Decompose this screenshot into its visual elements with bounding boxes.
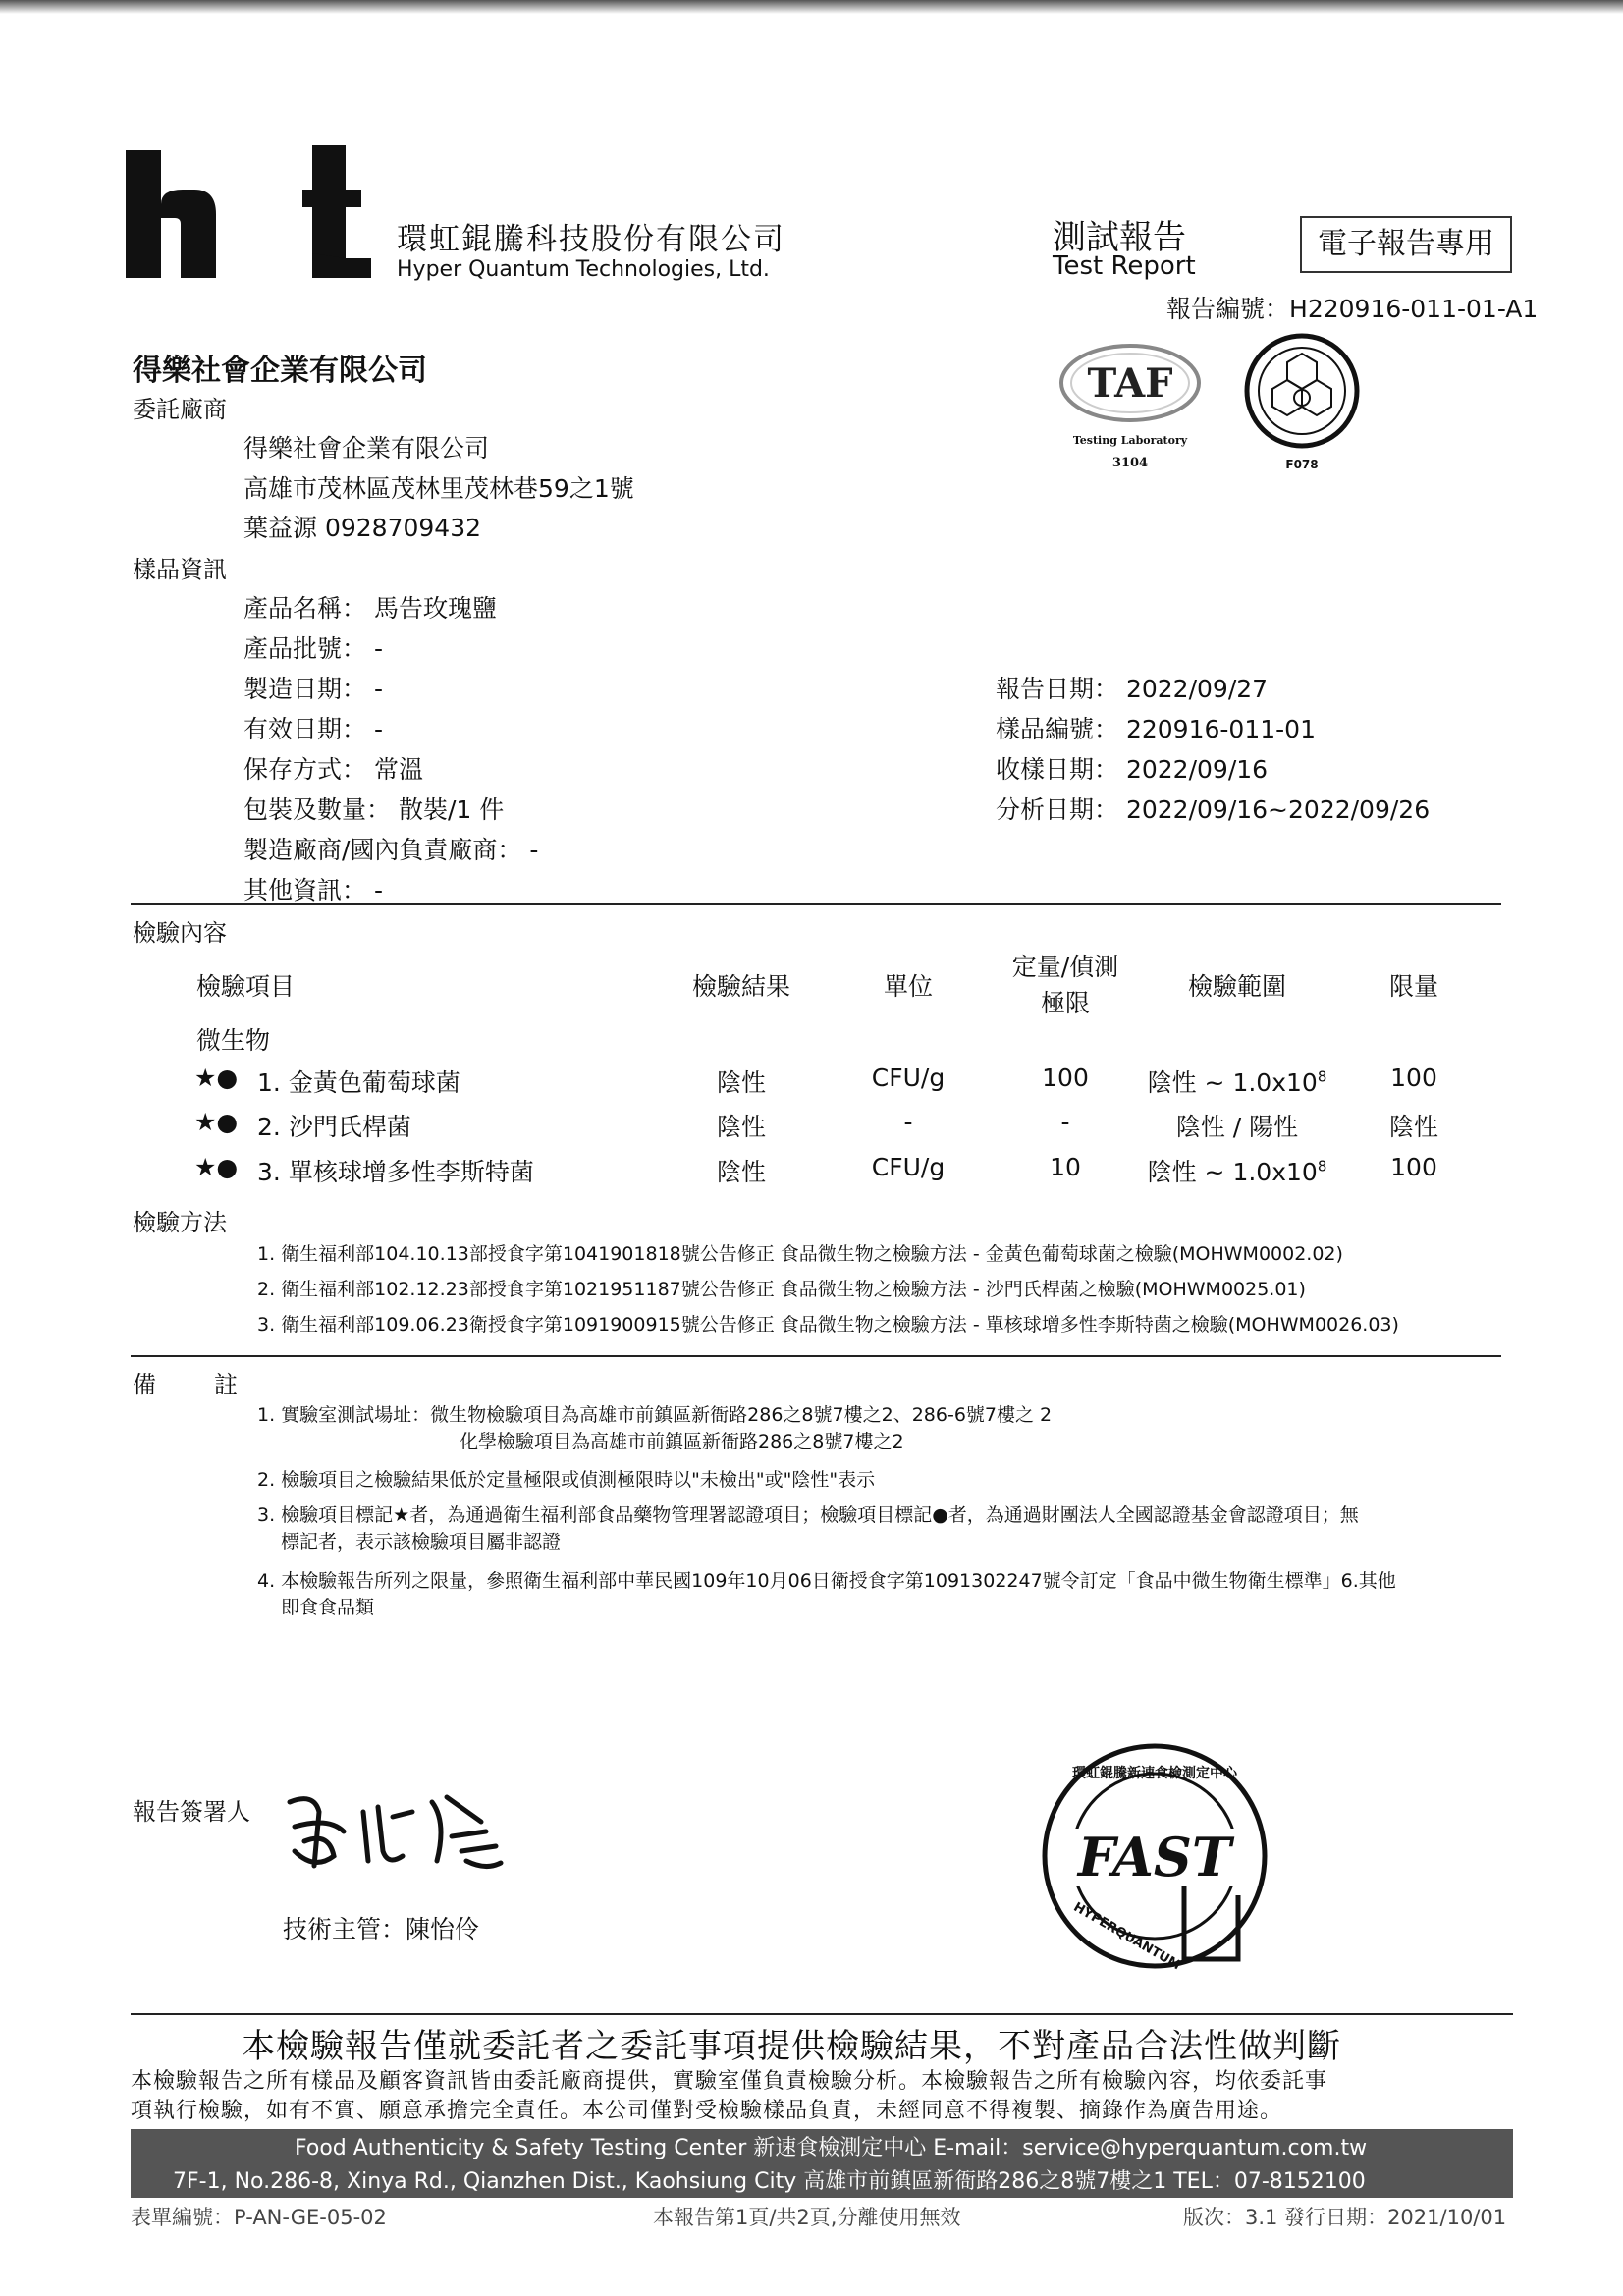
note-line: 化學檢驗項目為高雄市前鎮區新衙路286之8號7樓之2 <box>460 1431 904 1452</box>
sample-row <box>243 791 538 831</box>
test-loq: 100 <box>1042 1064 1089 1092</box>
test-range <box>1139 1153 1335 1188</box>
date-row <box>996 750 1430 791</box>
stamp-center-text: FAST <box>1077 1826 1232 1888</box>
sample-label: 保存方式： <box>243 755 367 784</box>
report-title-cn: 測試報告 <box>1053 218 1186 257</box>
fast-stamp-icon <box>1037 1738 1272 1978</box>
sample-label: 有效日期： <box>243 715 367 743</box>
technical-manager: 技術主管：陳怡伶 <box>283 1915 480 1943</box>
divider <box>131 1355 1501 1357</box>
col-header-result: 檢驗結果 <box>691 972 790 1001</box>
sample-label: 包裝及數量： <box>243 795 392 824</box>
note-line: 標記者，表示該檢驗項目屬非認證 <box>281 1531 562 1553</box>
accreditation-mark: ★● <box>194 1153 239 1181</box>
client-title: 得樂社會企業有限公司 <box>133 354 427 388</box>
col-header-loq-2: 極限 <box>1040 989 1090 1017</box>
col-header-limit: 限量 <box>1388 972 1438 1001</box>
seal-code: F078 <box>1285 458 1319 471</box>
footer-disclaimer-1: 本檢驗報告之所有樣品及顧客資訊皆由委託廠商提供，實驗室僅負責檢驗分析。本檢驗報告之所有檢驗內容，均依委託事 <box>131 2069 1328 2094</box>
footer-contact-line-2: 7F-1, No.286-8, Xinya Rd., Qianzhen Dist., Kaohsiung City 高雄市前鎮區新衙路286之8號7樓之1 TEL：07-8152100 <box>173 2169 1366 2194</box>
sample-row <box>243 831 538 871</box>
page-info: 本報告第1頁/共2頁,分離使用無效 <box>653 2206 961 2229</box>
sample-value: - <box>373 634 383 663</box>
test-unit: - <box>903 1108 913 1136</box>
date-value: 2022/09/16 <box>1125 755 1269 784</box>
col-header-loq-1: 定量/偵測 <box>1011 953 1119 981</box>
date-row <box>996 791 1430 831</box>
signatory-label: 報告簽署人 <box>133 1798 250 1826</box>
sample-row <box>243 629 538 670</box>
col-header-range: 檢驗範圍 <box>1187 972 1286 1001</box>
test-item <box>257 1108 411 1143</box>
report-no-label: 報告編號： <box>1166 295 1290 323</box>
sample-value: - <box>373 876 383 904</box>
stamp-ring-text: 環虹錕騰新速食檢測定中心 <box>1072 1766 1237 1781</box>
note-line: 1. 實驗室測試場址：微生物檢驗項目為高雄市前鎮區新衙路286之8號7樓之2、286-6號7樓之 2 <box>257 1404 1053 1426</box>
divider <box>131 903 1501 905</box>
note-line: 2. 檢驗項目之檢驗結果低於定量極限或偵測極限時以"未檢出"或"陰性"表示 <box>257 1469 876 1491</box>
test-loq: - <box>1060 1108 1070 1136</box>
test-item <box>257 1064 460 1099</box>
sample-value: - <box>373 715 383 743</box>
sample-section-label: 樣品資訊 <box>133 556 227 583</box>
test-result: 陰性 <box>716 1068 766 1097</box>
date-label: 收樣日期： <box>996 755 1119 784</box>
date-value: 2022/09/27 <box>1125 675 1269 703</box>
test-result: 陰性 <box>716 1113 766 1141</box>
sample-value: 常溫 <box>373 755 423 784</box>
accreditation-mark: ★● <box>194 1064 239 1092</box>
col-header-unit: 單位 <box>883 972 933 1001</box>
note-line: 4. 本檢驗報告所列之限量，參照衛生福利部中華民國109年10月06日衛授食字第1091302247號令訂定「食品中微生物衛生標準」6.其他 <box>257 1570 1396 1592</box>
date-label: 分析日期： <box>996 795 1119 824</box>
version-info: 版次：3.1 發行日期：2021/10/01 <box>1183 2206 1507 2229</box>
sample-value: - <box>373 675 383 703</box>
test-limit: 100 <box>1390 1153 1437 1181</box>
methods-section-label: 檢驗方法 <box>133 1209 227 1236</box>
sample-value: - <box>529 836 539 864</box>
sample-row <box>243 670 538 710</box>
col-header-item: 檢驗項目 <box>196 972 296 1001</box>
divider <box>131 2013 1513 2015</box>
date-info-list <box>996 670 1430 831</box>
date-value: 2022/09/16~2022/09/26 <box>1125 795 1431 824</box>
range-text: 陰性 ~ 1.0x10 <box>1147 1158 1318 1186</box>
taf-number: 3104 <box>1111 456 1149 470</box>
ereport-badge: 電子報告專用 <box>1300 216 1512 273</box>
sample-row <box>243 750 538 791</box>
test-name: 金黃色葡萄球菌 <box>288 1068 460 1097</box>
sample-row <box>243 710 538 750</box>
test-result: 陰性 <box>716 1158 766 1186</box>
range-text: 陰性 / 陽性 <box>1175 1113 1299 1141</box>
sample-label: 製造日期： <box>243 675 367 703</box>
date-label: 樣品編號： <box>996 715 1119 743</box>
report-number <box>1166 290 1538 325</box>
report-title-en: Test Report <box>1053 251 1196 281</box>
tests-section-label: 檢驗內容 <box>133 919 227 947</box>
taf-logo-icon <box>1056 334 1204 432</box>
date-row <box>996 670 1430 710</box>
client-address: 高雄市茂林區茂林里茂林巷59之1號 <box>243 474 634 503</box>
note-line: 即食食品類 <box>281 1597 375 1618</box>
test-item <box>257 1153 534 1188</box>
form-number: 表單編號：P-AN-GE-05-02 <box>131 2206 387 2229</box>
stamp-bottom-text: HYPERQUANTUM <box>1070 1899 1183 1974</box>
footer-contact-line-1: Food Authenticity & Safety Testing Center 新速食檢測定中心 E-mail：service@hyperquantum.com.tw <box>295 2136 1368 2160</box>
test-range <box>1139 1108 1335 1143</box>
footer-disclaimer-big: 本檢驗報告僅就委託者之委託事項提供檢驗結果，不對產品合法性做判斷 <box>242 2027 1341 2066</box>
sample-label: 其他資訊： <box>243 876 367 904</box>
test-loq: 10 <box>1050 1153 1081 1181</box>
range-exponent: 8 <box>1317 1067 1327 1086</box>
sample-label: 製造廠商/國內負責廠商： <box>243 836 522 864</box>
test-unit: CFU/g <box>871 1153 946 1181</box>
sample-value: 馬告玫瑰鹽 <box>373 594 497 623</box>
test-category: 微生物 <box>196 1026 271 1055</box>
report-no-value: H220916-011-01-A1 <box>1289 295 1539 323</box>
sample-info-list <box>243 589 538 911</box>
hqt-logo-icon <box>126 145 381 283</box>
range-text: 陰性 ~ 1.0x10 <box>1147 1068 1318 1097</box>
method-item: 3. 衛生福利部109.06.23衛授食字第1091900915號公告修正 食品微生物之檢驗方法 - 單核球增多性李斯特菌之檢驗(MOHWM0026.03) <box>257 1314 1399 1336</box>
sample-label: 產品批號： <box>243 634 367 663</box>
scan-edge <box>0 0 1623 14</box>
client-contact: 葉益源 0928709432 <box>243 514 482 542</box>
test-name: 單核球增多性李斯特菌 <box>288 1158 534 1186</box>
client-section-label: 委託廠商 <box>133 396 227 423</box>
notes-section-label-1: 備 <box>133 1371 156 1398</box>
company-logo <box>126 145 381 294</box>
notes-section-label-2: 註 <box>214 1371 238 1398</box>
range-exponent: 8 <box>1317 1157 1327 1175</box>
taf-caption: Testing Laboratory <box>1072 434 1188 447</box>
method-item: 2. 衛生福利部102.12.23部授食字第1021951187號公告修正 食品微生物之檢驗方法 - 沙門氏桿菌之檢驗(MOHWM0025.01) <box>257 1279 1306 1300</box>
sample-row <box>243 589 538 629</box>
accreditation-seal-icon <box>1243 332 1361 450</box>
test-no: 3. <box>257 1158 281 1186</box>
test-range <box>1139 1064 1335 1099</box>
test-name: 沙門氏桿菌 <box>288 1113 411 1141</box>
sample-label: 產品名稱： <box>243 594 367 623</box>
test-limit: 100 <box>1390 1064 1437 1092</box>
accreditation-mark: ★● <box>194 1108 239 1136</box>
footer-disclaimer-2: 項執行檢驗，如有不實、願意承擔完全責任。本公司僅對受檢驗樣品負責，未經同意不得複製、摘錄作為廣告用途。 <box>131 2099 1283 2123</box>
date-row <box>996 710 1430 750</box>
test-no: 1. <box>257 1068 281 1097</box>
note-line: 3. 檢驗項目標記★者，為通過衛生福利部食品藥物管理署認證項目；檢驗項目標記●者，為通過財團法人全國認證基金會認證項目；無 <box>257 1504 1359 1526</box>
company-name-cn: 環虹錕騰科技股份有限公司 <box>397 222 785 257</box>
company-name-en: Hyper Quantum Technologies, Ltd. <box>397 257 770 282</box>
sample-value: 散裝/1 件 <box>398 795 505 824</box>
handwritten-signature-icon <box>275 1773 511 1885</box>
test-unit: CFU/g <box>871 1064 946 1092</box>
method-item: 1. 衛生福利部104.10.13部授食字第1041901818號公告修正 食品微生物之檢驗方法 - 金黃色葡萄球菌之檢驗(MOHWM0002.02) <box>257 1243 1343 1265</box>
test-no: 2. <box>257 1113 281 1141</box>
date-value: 220916-011-01 <box>1125 715 1316 743</box>
taf-logo-text: TAF <box>1087 360 1173 407</box>
client-name: 得樂社會企業有限公司 <box>243 434 490 463</box>
test-limit: 陰性 <box>1388 1113 1438 1141</box>
date-label: 報告日期： <box>996 675 1119 703</box>
